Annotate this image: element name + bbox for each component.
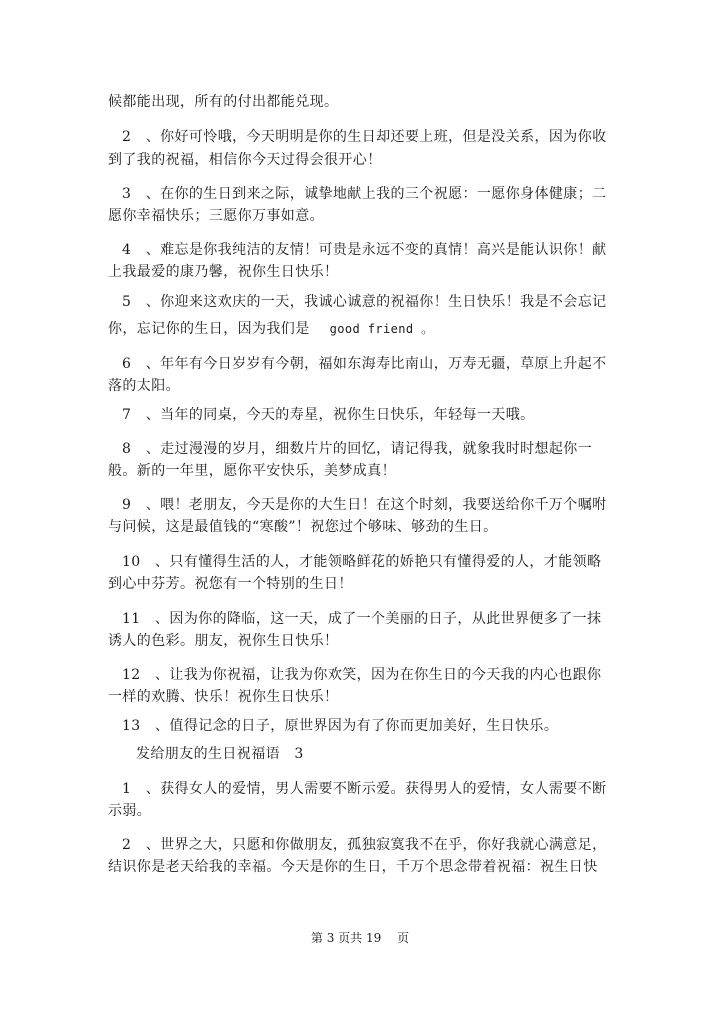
text-line: 7 、当年的同桌，今天的寿星，祝你生日快乐，年轻每一天哦。 <box>122 407 535 423</box>
text-line: 一样的欢腾、快乐！祝你生日快乐！ <box>108 689 339 705</box>
text-line: 8 、走过漫漫的岁月，细数片片的回忆，请记得我，就象我时时想起你一 <box>122 441 593 457</box>
text-line: 11 、因为你的降临，这一天，成了一个美丽的日子，从此世界便多了一抹 <box>122 611 602 627</box>
text-line: 12 、让我为你祝福，让我为你欢笑，因为在你生日的今天我的内心也跟你 <box>122 667 602 683</box>
text-line: 6 、年年有今日岁岁有今朝，福如东海寿比南山，万寿无疆，草原上升起不 <box>122 356 607 372</box>
text-line: 到了我的祝福，相信你今天过得会很开心！ <box>108 152 382 168</box>
text-line: 与问候，这是最值钱的“寒酸”！祝您过个够味、够劲的生日。 <box>108 519 498 535</box>
text-line: 2 、你好可怜哦，今天明明是你的生日却还要上班，但是没关系，因为你收 <box>122 129 607 145</box>
text-line: 10 、只有懂得生活的人，才能领略鲜花的娇艳只有懂得爱的人，才能领略 <box>122 554 602 570</box>
text-line: 3 、在你的生日到来之际，诚挚地献上我的三个祝愿：一愿你身体健康；二 <box>122 186 607 202</box>
text-line: 诱人的色彩。朋友，祝你生日快乐！ <box>108 633 339 649</box>
english-phrase: good friend 。 <box>329 322 434 336</box>
text-line: 愿你幸福快乐；三愿你万事如意。 <box>108 208 324 224</box>
section-heading: 发给朋友的生日祝福语 3 <box>136 746 304 762</box>
text-line: 13 、值得记念的日子，原世界因为有了你而更加美好，生日快乐。 <box>122 718 559 734</box>
text-line: 示弱。 <box>108 803 152 819</box>
text-line: 上我最爱的康乃馨，祝你生日快乐！ <box>108 264 339 280</box>
text-line: 4 、难忘是你我纯洁的友情！可贵是永远不变的真情！高兴是能认识你！献 <box>122 242 607 258</box>
text-line: 9 、喂！老朋友，今天是你的大生日！在这个时刻，我要送给你千万个嘱咐 <box>122 497 607 513</box>
text-line: 般。新的一年里，愿你平安快乐，美梦成真！ <box>108 463 396 479</box>
text-segment: 你，忘记你的生日，因为我们是 <box>108 321 310 337</box>
text-line <box>108 320 434 338</box>
text-line: 5 、你迎来这欢庆的一天，我诚心诚意的祝福你！生日快乐！我是不会忘记 <box>122 294 607 310</box>
text-line: 1 、获得女人的爱情，男人需要不断示爱。获得男人的爱情，女人需要不断 <box>122 781 607 797</box>
page-footer: 第 3 页共 19 页 <box>310 931 410 945</box>
text-line: 落的太阳。 <box>108 378 180 394</box>
text-line: 候都能出现，所有的付出都能兑现。 <box>108 94 339 110</box>
text-line: 到心中芬芳。祝您有一个特别的生日！ <box>108 576 353 592</box>
text-line: 结识你是老天给我的幸福。今天是你的生日，千万个思念带着祝福：祝生日快 <box>108 859 598 875</box>
text-line: 2 、世界之大，只愿和你做朋友，孤独寂寞我不在乎，你好我就心满意足， <box>122 837 607 853</box>
